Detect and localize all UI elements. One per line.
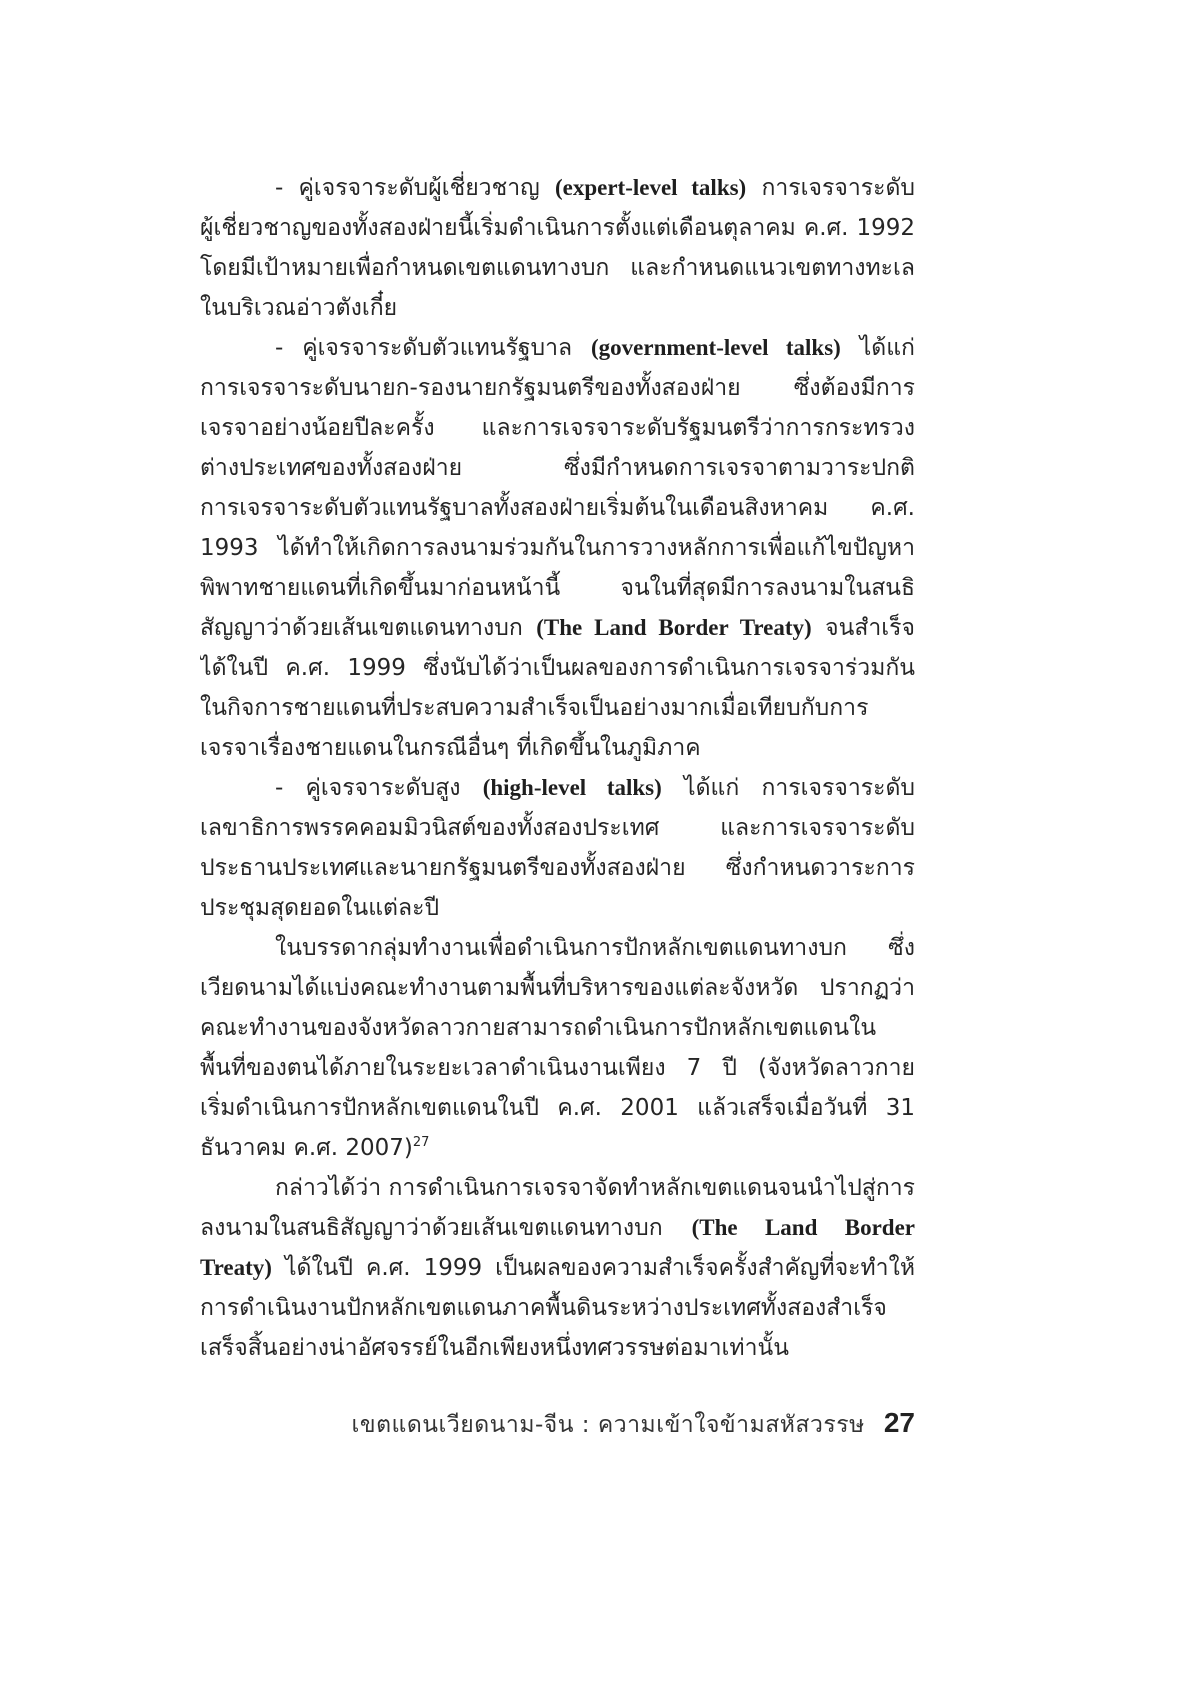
text-line [200, 928, 915, 968]
paragraph [200, 328, 915, 768]
text-line [200, 1008, 915, 1048]
text-line [200, 1248, 915, 1288]
text-segment: เริ่มดำเนินการปักหลักเขตแดนในปี ค.ศ. 2001 แล้วเสร็จเมื่อวันที่ 31 [200, 1095, 915, 1121]
text-line [200, 568, 915, 608]
text-segment: กล่าวได้ว่า การดำเนินการเจรจาจัดทำหลักเขตแดนจนนำไปสู่การ [275, 1175, 915, 1201]
text-line [200, 328, 915, 368]
paragraph [200, 768, 915, 928]
text-segment: การเจรจาระดับตัวแทนรัฐบาลทั้งสองฝ่ายเริ่มต้นในเดือนสิงหาคม ค.ศ. [200, 495, 915, 521]
text-segment: สัญญาว่าด้วยเส้นเขตแดนทางบก [200, 615, 537, 641]
text-segment: เจรจาเรื่องชายแดนในกรณีอื่นๆ ที่เกิดขึ้นในภูมิภาค [200, 735, 701, 761]
text-line [200, 1088, 915, 1128]
body-text [200, 168, 915, 1368]
text-line [200, 848, 915, 888]
text-line [200, 168, 915, 208]
running-title: เขตแดนเวียดนาม-จีน : ความเข้าใจข้ามสหัสวรรษ [351, 1412, 865, 1438]
text-line [200, 408, 915, 448]
text-line [200, 768, 915, 808]
text-line [200, 488, 915, 528]
text-line [200, 888, 915, 928]
english-term: (expert-level talks) [554, 175, 747, 200]
text-segment: ในบรรดากลุ่มทำงานเพื่อดำเนินการปักหลักเขตแดนทางบก ซึ่ง [275, 935, 915, 961]
text-segment: เลขาธิการพรรคคอมมิวนิสต์ของทั้งสองประเทศ และการเจรจาระดับ [200, 815, 915, 841]
text-segment: ในกิจการชายแดนที่ประสบความสำเร็จเป็นอย่างมากเมื่อเทียบกับการ [200, 695, 869, 721]
text-segment: การดำเนินงานปักหลักเขตแดนภาคพื้นดินระหว่างประเทศทั้งสองสำเร็จ [200, 1295, 887, 1321]
text-segment: ได้แก่ [840, 335, 915, 361]
text-line [200, 728, 915, 768]
text-line [200, 448, 915, 488]
english-term: (high-level talks) [482, 775, 662, 800]
text-line [200, 1048, 915, 1088]
text-segment: ประชุมสุดยอดในแต่ละปี [200, 895, 440, 921]
text-segment: ประธานประเทศและนายกรัฐมนตรีของทั้งสองฝ่าย ซึ่งกำหนดวาระการ [200, 855, 915, 881]
text-line [200, 648, 915, 688]
text-segment: เสร็จสิ้นอย่างน่าอัศจรรย์ในอีกเพียงหนึ่งทศวรรษต่อมาเท่านั้น [200, 1335, 789, 1361]
text-line [200, 1128, 915, 1168]
english-term: Treaty) [200, 1255, 272, 1280]
text-segment: พื้นที่ของตนได้ภายในระยะเวลาดำเนินงานเพียง 7 ปี (จังหวัดลาวกาย [200, 1055, 915, 1081]
text-line [200, 808, 915, 848]
english-term: (The Land Border Treaty) [536, 615, 812, 640]
text-segment: - คู่เจรจาระดับตัวแทนรัฐบาล [275, 335, 592, 361]
text-segment: เจรจาอย่างน้อยปีละครั้ง และการเจรจาระดับรัฐมนตรีว่าการกระทรวง [200, 415, 915, 441]
text-line [200, 208, 915, 248]
text-line [200, 608, 915, 648]
page-number: 27 [883, 1407, 915, 1438]
text-segment: คณะทำงานของจังหวัดลาวกายสามารถดำเนินการปักหลักเขตแดนใน [200, 1015, 877, 1041]
text-line [200, 968, 915, 1008]
english-term: (The Land Border [691, 1215, 915, 1240]
text-segment: ได้แก่ การเจรจาระดับ [661, 775, 915, 801]
text-line [200, 368, 915, 408]
text-segment: ผู้เชี่ยวชาญของทั้งสองฝ่ายนี้เริ่มดำเนินการตั้งแต่เดือนตุลาคม ค.ศ. 1992 [200, 215, 915, 241]
english-term: (government-level talks) [591, 335, 841, 360]
text-segment: ได้ในปี ค.ศ. 1999 เป็นผลของความสำเร็จครั้งสำคัญที่จะทำให้ [271, 1255, 915, 1281]
text-line [200, 688, 915, 728]
text-segment: ในบริเวณอ่าวตังเกี๋ย [200, 295, 398, 321]
text-line [200, 528, 915, 568]
text-line [200, 1328, 915, 1368]
paragraph [200, 1168, 915, 1368]
text-segment: การเจรจาระดับ [746, 175, 915, 201]
text-segment: ได้ในปี ค.ศ. 1999 ซึ่งนับได้ว่าเป็นผลของการดำเนินการเจรจาร่วมกัน [200, 655, 915, 681]
paragraph [200, 928, 915, 1168]
text-segment: โดยมีเป้าหมายเพื่อกำหนดเขตแดนทางบก และกำหนดแนวเขตทางทะเล [200, 255, 915, 281]
text-segment: ต่างประเทศของทั้งสองฝ่าย ซึ่งมีกำหนดการเจรจาตามวาระปกติ [200, 455, 915, 481]
text-line [200, 1208, 915, 1248]
text-segment: พิพาทชายแดนที่เกิดขึ้นมาก่อนหน้านี้ จนในที่สุดมีการลงนามในสนธิ [200, 575, 915, 601]
text-line [200, 1168, 915, 1208]
text-segment: การเจรจาระดับนายก-รองนายกรัฐมนตรีของทั้งสองฝ่าย ซึ่งต้องมีการ [200, 375, 915, 401]
text-line [200, 1288, 915, 1328]
page-footer [351, 1403, 915, 1443]
text-segment: - คู่เจรจาระดับสูง [275, 775, 483, 801]
text-line [200, 248, 915, 288]
text-line [200, 288, 915, 328]
text-segment: ลงนามในสนธิสัญญาว่าด้วยเส้นเขตแดนทางบก [200, 1215, 692, 1241]
text-segment: จนสำเร็จ [811, 615, 915, 641]
text-segment: 1993 ได้ทำให้เกิดการลงนามร่วมกันในการวางหลักการเพื่อแก้ไขปัญหา [200, 535, 915, 561]
text-segment: - คู่เจรจาระดับผู้เชี่ยวชาญ [275, 175, 555, 201]
footnote-ref: 27 [412, 1135, 430, 1150]
paragraph [200, 168, 915, 328]
text-segment: เวียดนามได้แบ่งคณะทำงานตามพื้นที่บริหารของแต่ละจังหวัด ปรากฏว่า [200, 975, 915, 1001]
text-segment: ธันวาคม ค.ศ. 2007) [200, 1135, 413, 1161]
